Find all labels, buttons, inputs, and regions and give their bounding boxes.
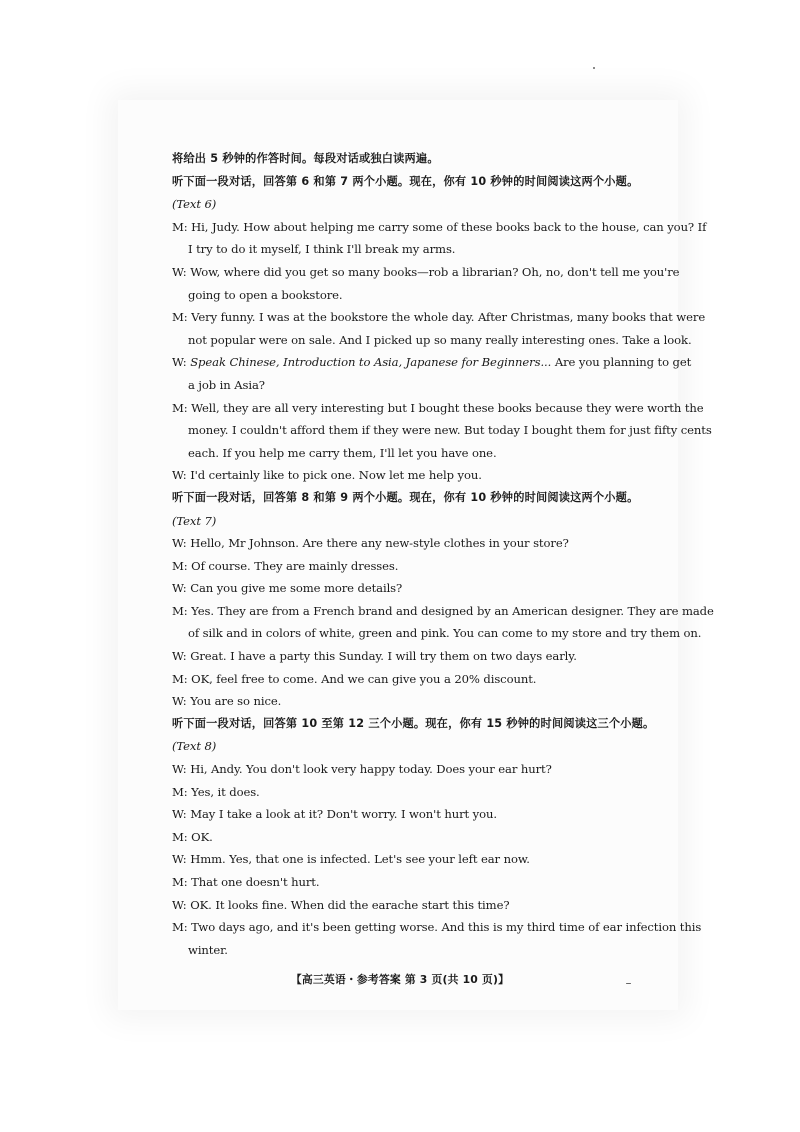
dialogue-line: M: That one doesn't hurt. [172, 875, 320, 889]
dialogue-line: W: Great. I have a party this Sunday. I will try them on two days early. [172, 649, 577, 664]
scan-speck [626, 983, 631, 984]
dialogue-line: M: Hi, Judy. How about helping me carry some of these books back to the house, can you? If [172, 219, 707, 234]
dialogue-line: M: Yes. They are from a French brand and designed by an American designer. They are made [172, 603, 714, 618]
instruction-line: 听下面一段对话，回答第 6 和第 7 两个小题。现在，你有 10 秒钟的时间阅读这两个小题。 [172, 174, 639, 188]
dialogue-line: W: Hmm. Yes, that one is infected. Let's see your left ear now. [172, 852, 530, 867]
dialogue-line: W: Wow, where did you get so many books—rob a librarian? Oh, no, don't tell me you're [172, 264, 680, 279]
dialogue-continuation: not popular were on sale. And I picked up so many really interesting ones. Take a look. [188, 332, 692, 347]
dialogue-line: W: Can you give me some more details? [172, 581, 403, 596]
dialogue-line: W: Hello, Mr Johnson. Are there any new-style clothes in your store? [172, 536, 569, 551]
text-label: (Text 8) [172, 739, 217, 754]
dialogue-continuation: I try to do it myself, I think I'll break my arms. [188, 242, 456, 257]
dialogue-continuation: money. I couldn't afford them if they were new. But today I bought them for just fifty cents [188, 423, 712, 438]
dialogue-line: W: OK. It looks fine. When did the earache start this time? [172, 897, 510, 912]
dialogue-line: M: OK. [172, 829, 213, 844]
dialogue-line: M: OK, feel free to come. And we can give you a 20% discount. [172, 671, 537, 686]
speaker-prefix: W: [172, 355, 191, 370]
scan-speck [593, 67, 595, 69]
dialogue-continuation: going to open a bookstore. [188, 287, 343, 302]
dialogue-suffix: Are you planning to get [551, 355, 692, 370]
text-label: (Text 7) [172, 513, 217, 528]
dialogue-line: W: You are so nice. [172, 694, 282, 709]
dialogue-line: M: Very funny. I was at the bookstore the whole day. After Christmas, many books that were [172, 310, 706, 325]
dialogue-continuation: each. If you help me carry them, I'll let you have one. [188, 445, 497, 460]
instruction-line: 听下面一段对话，回答第 8 和第 9 两个小题。现在，你有 10 秒钟的时间阅读这两个小题。 [172, 490, 639, 504]
text-label: (Text 6) [172, 197, 217, 212]
dialogue-line: W: May I take a look at it? Don't worry. I won't hurt you. [172, 807, 497, 822]
dialogue-line: W: I'd certainly like to pick one. Now let me help you. [172, 468, 482, 483]
dialogue-continuation: winter. [188, 942, 228, 957]
instruction-line: 将给出 5 秒钟的作答时间。每段对话或独白读两遍。 [172, 152, 439, 165]
dialogue-line [172, 351, 692, 374]
dialogue-line: W: Hi, Andy. You don't look very happy today. Does your ear hurt? [172, 762, 552, 777]
dialogue-continuation: a job in Asia? [188, 377, 265, 392]
dialogue-line: M: Of course. They are mainly dresses. [172, 558, 399, 573]
dialogue-continuation: of silk and in colors of white, green and pink. You can come to my store and try them on. [188, 626, 702, 641]
dialogue-line: M: Two days ago, and it's been getting worse. And this is my third time of ear infection this [172, 920, 702, 935]
book-titles: Speak Chinese, Introduction to Asia, Japanese for Beginners... [190, 355, 552, 370]
page-footer: 【高三英语・参考答案 第 3 页(共 10 页)】 [290, 973, 510, 986]
instruction-line: 听下面一段对话，回答第 10 至第 12 三个小题。现在，你有 15 秒钟的时间阅读这三个小题。 [172, 716, 655, 730]
dialogue-line: M: Well, they are all very interesting but I bought these books because they were worth the [172, 400, 704, 415]
page-body [172, 148, 714, 961]
dialogue-line: M: Yes, it does. [172, 784, 260, 799]
